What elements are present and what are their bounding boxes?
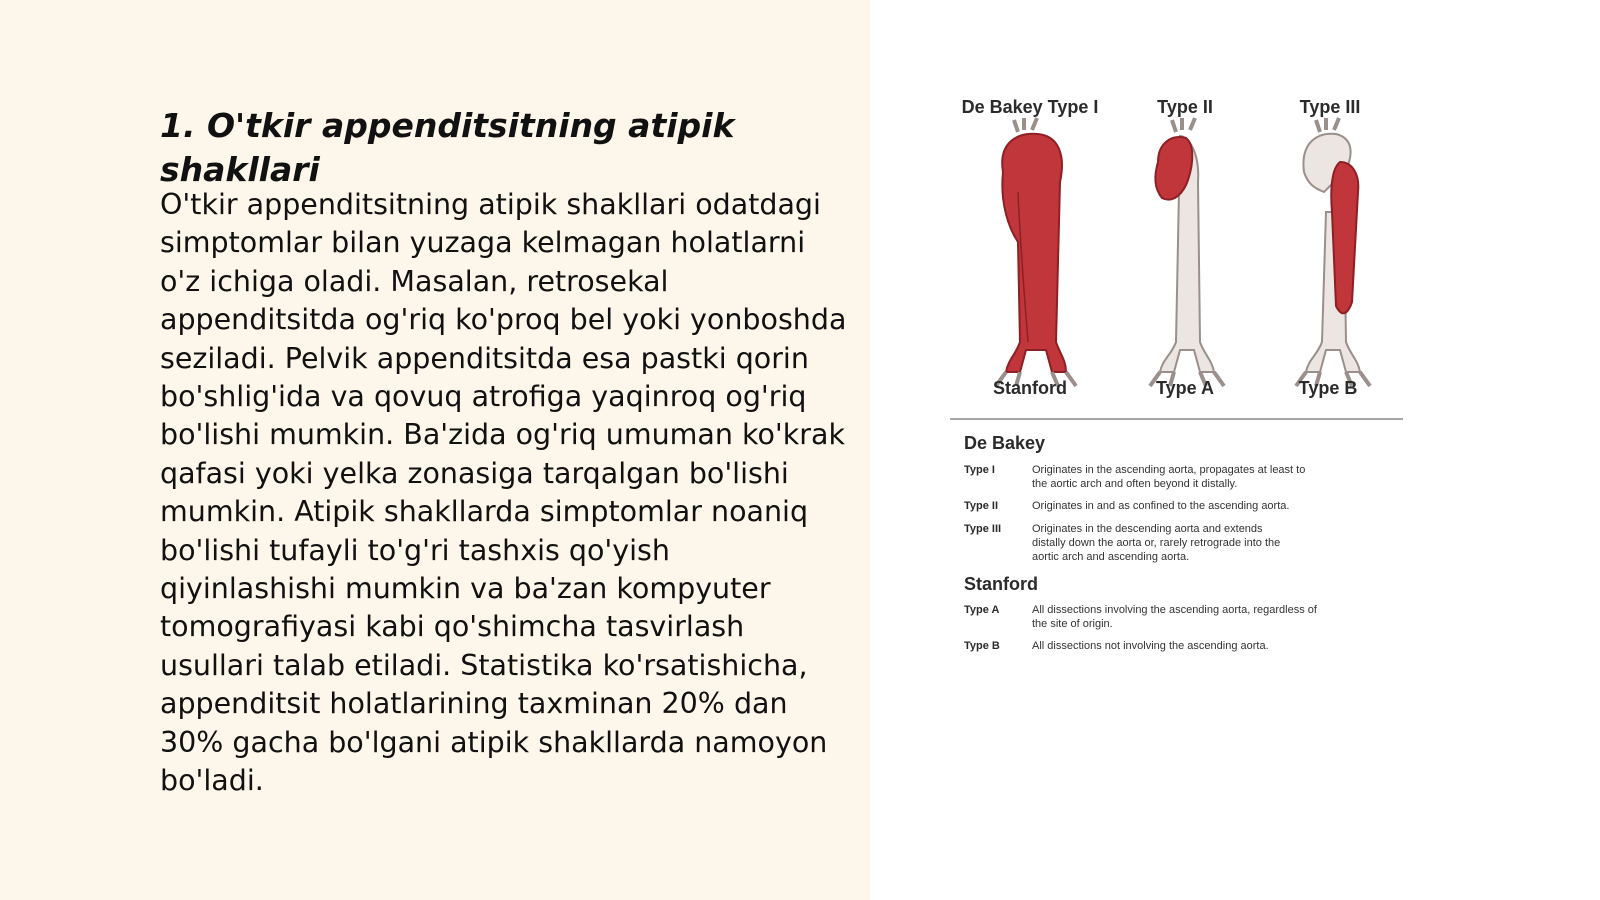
stanford-type-b-label: Type B xyxy=(964,640,1000,652)
stanford-type-a-label: Type A xyxy=(964,604,1000,616)
stanford-type-a-desc-line1: All dissections involving the ascending aorta, regardless of xyxy=(1032,604,1317,616)
stanford-heading: Stanford xyxy=(964,574,1038,594)
label-type-ii: Type II xyxy=(1157,97,1213,117)
debakey-type-ii-desc-line1: Originates in and as confined to the ascending aorta. xyxy=(1032,500,1290,512)
aorta-type-iii-illustration xyxy=(1296,118,1370,386)
debakey-type-ii-label: Type II xyxy=(964,500,999,512)
slide-title: 1. O'tkir appenditsitning atipik shakllari xyxy=(160,106,735,189)
aorta-type-i-illustration xyxy=(996,118,1076,386)
debakey-type-iii-desc-line2: distally down the aorta or, rarely retrograde into the xyxy=(1032,537,1281,549)
stanford-type-b-desc-line1: All dissections not involving the ascending aorta. xyxy=(1032,640,1269,652)
debakey-type-iii-desc-line3: aortic arch and ascending aorta. xyxy=(1032,551,1190,563)
label-type-b: Type B xyxy=(1298,378,1358,398)
stanford-type-a-desc-line2: the site of origin. xyxy=(1032,618,1113,630)
debakey-type-iii-label: Type III xyxy=(964,523,1002,535)
label-type-iii: Type III xyxy=(1299,97,1361,117)
classification-diagram xyxy=(948,92,1408,662)
slide-body-text: O'tkir appenditsitning atipik shakllari odatdagi simptomlar bilan yuzaga kelmagan holatlarni o'z ichiga oladi. Masalan, retrosekal appenditsitda og'riq ko'proq bel yoki yonboshda seziladi. Pelvik appenditsitda esa pastki qorin bo'shlig'ida va qovuq atrofiga yaqinroq og'riq bo'lishi mumkin. Ba'zida og'riq umuman ko'krak qafasi yoki yelka zonasiga tarqalgan bo'lishi mumkin. Atipik shakllarda simptomlar noaniq bo'lishi tufayli to'g'ri tashxis qo'yish qiyinlashishi mumkin va ba'zan kompyuter tomografiyasi kabi qo'shimcha tasvirlash usullari talab etiladi. Statistika ko'rsatishicha, appenditsit holatlarining taxminan 20% dan 30% gacha bo'lgani atipik shakllarda namoyon bo'ladi. xyxy=(160,188,847,798)
debakey-type-iii-desc-line1: Originates in the descending aorta and extends xyxy=(1032,523,1263,535)
debakey-heading: De Bakey xyxy=(964,433,1046,453)
label-stanford: Stanford xyxy=(993,378,1067,398)
aorta-type-ii-illustration xyxy=(1150,118,1224,386)
label-debakey-type-i: De Bakey Type I xyxy=(961,97,1099,117)
debakey-type-i-desc-line1: Originates in the ascending aorta, propagates at least to xyxy=(1032,464,1306,476)
aortic-dissection-classification-figure xyxy=(948,92,1408,662)
debakey-type-i-label: Type I xyxy=(964,464,995,476)
debakey-type-i-desc-line2: the aortic arch and often beyond it distally. xyxy=(1032,478,1238,490)
label-type-a: Type A xyxy=(1155,378,1215,398)
